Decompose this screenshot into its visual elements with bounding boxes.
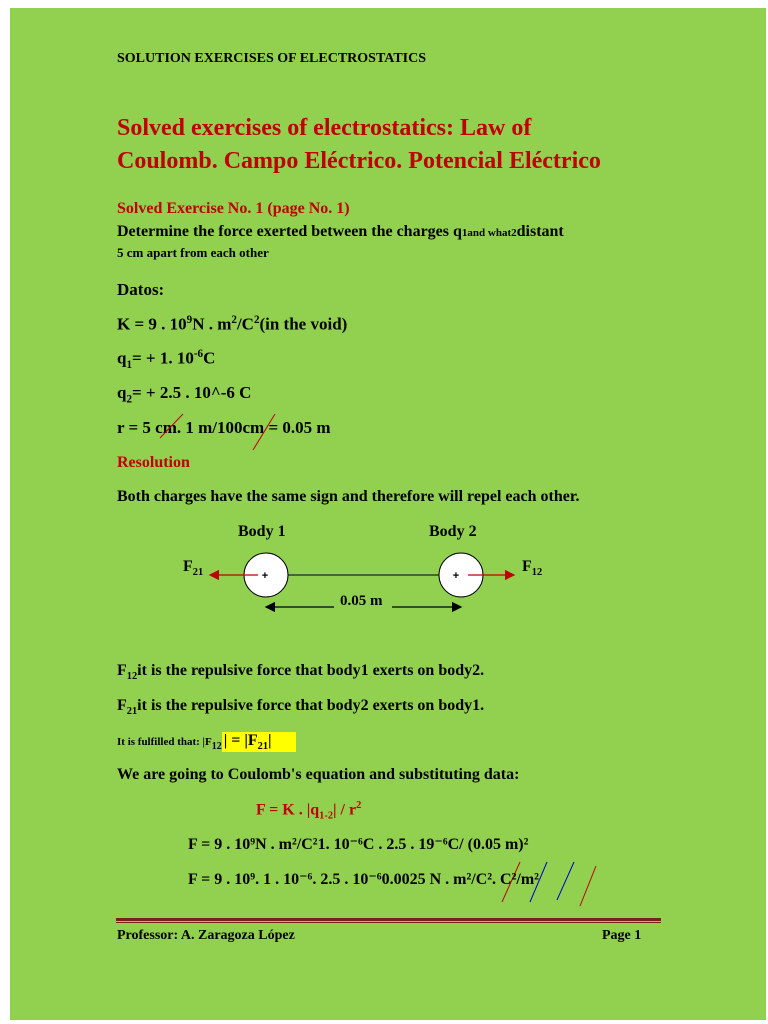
title-line-2: Coulomb. Campo Eléctrico. Potencial Eléctrico [117,148,601,174]
q2-value: $q_2= + 2.5$ . 10^-6 C [117,383,252,406]
body2-plus: + [452,570,460,582]
fulfilled-line: It is fulfilled that: $|F_{12}$ | = $|F_{21}|$ [117,732,296,752]
f21-label: $F_{21}$ [183,558,204,579]
k-constant: K = 9 . $10^9N$ . $m^2/C^2(in$ the void) [117,314,348,334]
resolution-label: Resolution [117,454,190,471]
data-label: Datos: [117,280,165,299]
f12-label: $F_{12}$ [522,558,543,579]
substitution-equation-2: F = 9 . 10⁹. 1 . 10⁻⁶. 2.5 . 10⁻⁶0.0025 N . m²/C². C²/m² [188,871,539,888]
exercise-statement-line2: 5 cm apart from each other [117,245,269,260]
footer-divider [116,918,661,921]
footer-page-number: Page 1 [602,928,642,943]
title-line-1: Solved exercises of electrostatics: Law of [117,115,532,141]
coulomb-formula: F = K . $|q_{1-2}| / r^2$ [256,800,362,822]
cancel-mark-cm-2 [253,414,275,450]
body1-label: Body 1 [238,523,286,540]
resolution-text: Both charges have the same sign and therefore will repel each other. [117,488,580,505]
cancel-mark-4 [580,866,596,906]
f12-explanation: $F_{12}it$ is the repulsive force that body1 exerts on body2. [117,662,485,683]
exercise-heading: Solved Exercise No. 1 (page No. 1) [117,200,350,217]
f21-explanation: $F_{21}it$ is the repulsive force that body2 exerts on body1. [117,697,485,718]
r-value: r = 5 cm. 1 m/100cm = 0.05 m [117,418,331,437]
coulomb-intro: We are going to Coulomb's equation and substituting data: [117,766,520,783]
cancel-mark-3 [557,862,574,900]
distance-label: 0.05 m [340,593,383,609]
body2-label: Body 2 [429,523,477,540]
footer-professor: Professor: A. Zaragoza López [117,928,295,943]
q1-value: $q_1= + 1$. $10^{-6}C$ [117,348,216,372]
footer-divider-thin [116,922,661,923]
document-header: SOLUTION EXERCISES OF ELECTROSTATICS [117,51,426,66]
cancel-mark-cm-1 [160,414,183,438]
substitution-equation-1: F = 9 . 10⁹N . m²/C²1. 10⁻⁶C . 2.5 . 19⁻⁶C/ (0.05 m)² [188,836,529,853]
body1-plus: + [261,570,269,582]
exercise-statement: Determine the force exerted between the charges q1and what2distant [117,223,564,240]
